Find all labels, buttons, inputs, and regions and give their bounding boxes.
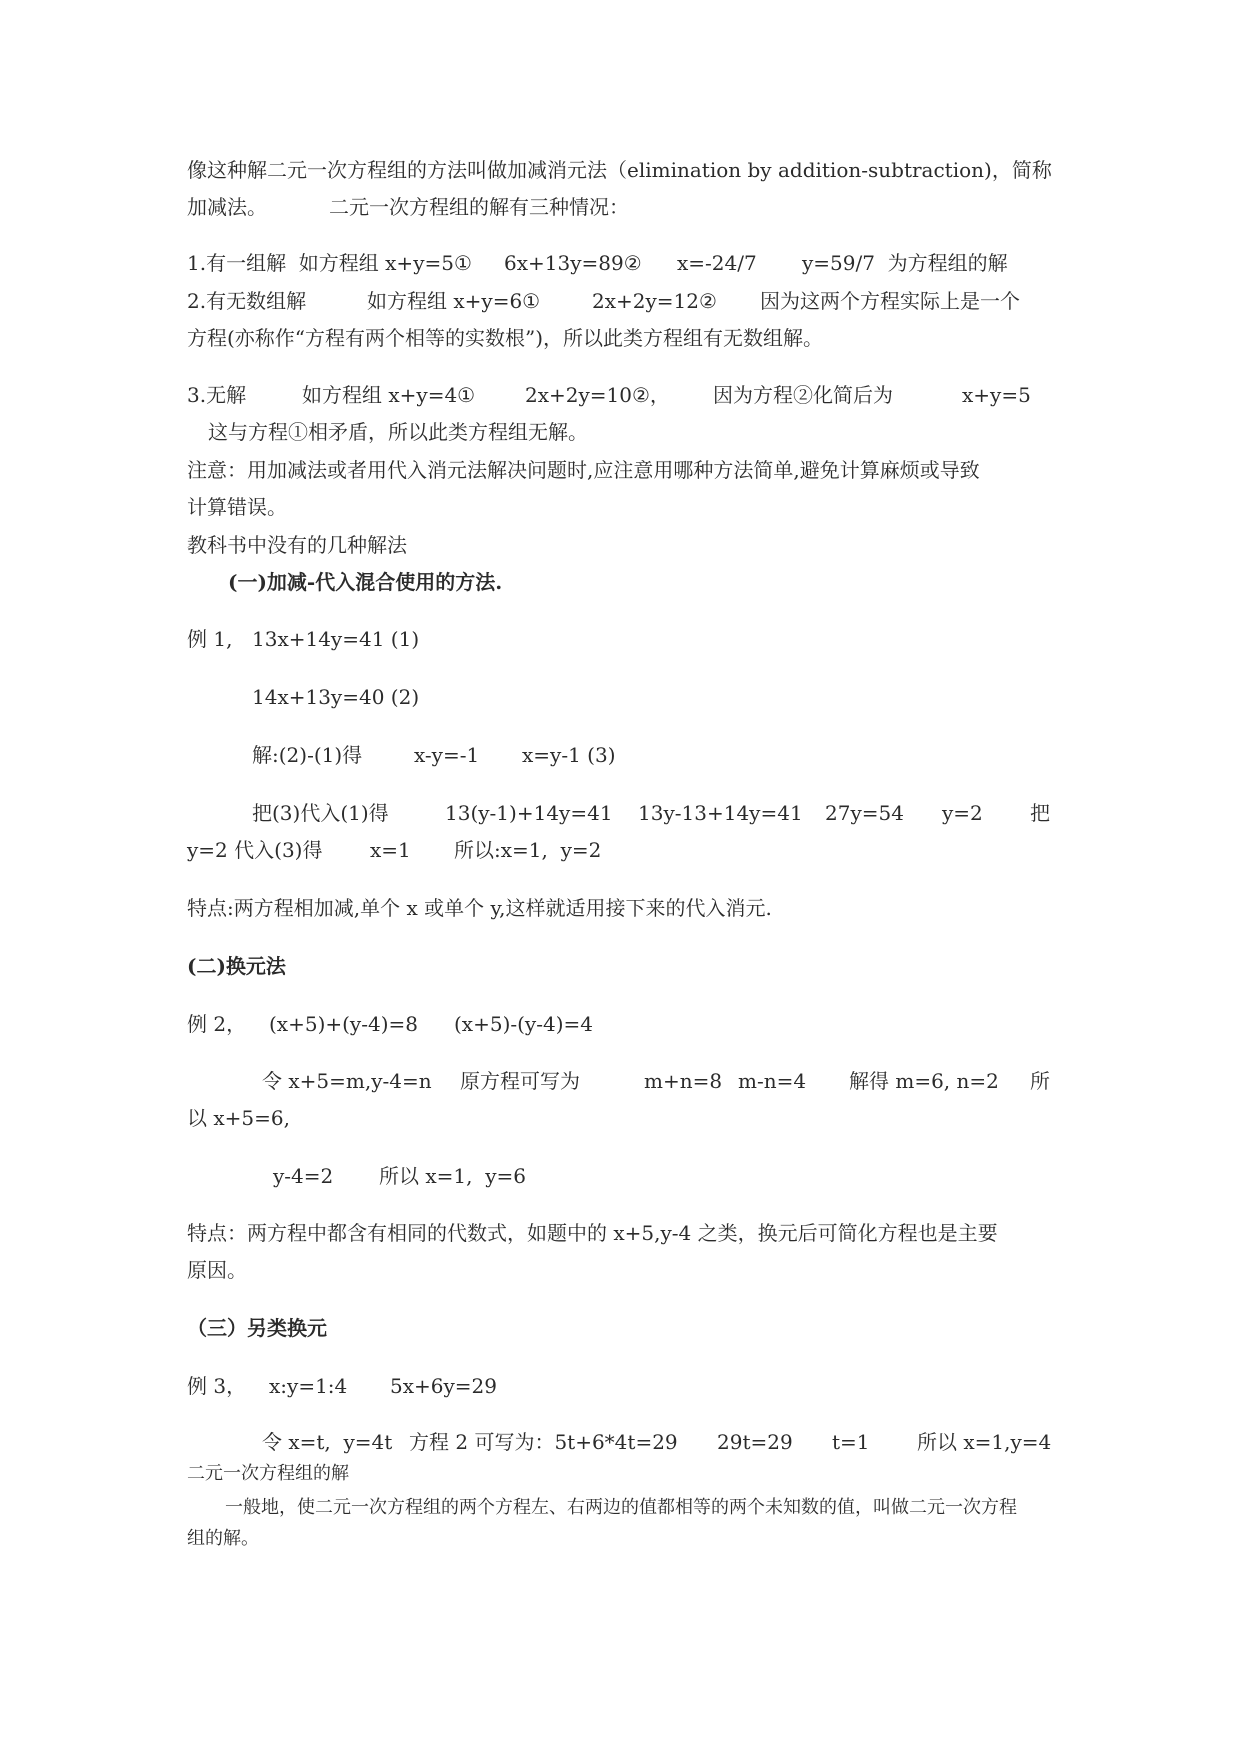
- example-2-result-line: [273, 1163, 673, 1189]
- example-3-let-d: t=1: [832, 1430, 870, 1454]
- case-2-eq1: 如方程组 x+y=6①: [367, 289, 541, 313]
- case-3-reason: 因为方程②化简后为: [713, 383, 893, 407]
- example-2-let-a: 令 x+5=m,y-4=n: [262, 1069, 432, 1093]
- example-2-cont-line: [187, 1105, 290, 1131]
- case-2-line: [187, 288, 1067, 314]
- example-1-sub-b: 13(y-1)+14y=41: [445, 801, 613, 825]
- case-1-label: 1.有一组解 如方程组 x+y=5①: [187, 251, 472, 275]
- example-1-sol-b: x-y=-1: [414, 743, 480, 767]
- case-1-line: [187, 250, 1067, 276]
- example-1-sub-c: 13y-13+14y=41: [638, 801, 803, 825]
- case-3-eq2: 2x+2y=10②，: [525, 383, 670, 407]
- example-1-sub-a: 把(3)代入(1)得: [252, 801, 389, 825]
- example-1-eq2: 14x+13y=40 (2): [252, 685, 420, 709]
- intro-line-1: [187, 157, 1052, 183]
- definition-line-2: [187, 1527, 259, 1551]
- definition-text-1: 一般地，使二元一次方程组的两个方程左、右两边的值都相等的两个未知数的值，叫做二元一次方程: [225, 1497, 1017, 1518]
- example-2-let-b: 原方程可写为: [460, 1069, 580, 1093]
- example-2-eq2: (x+5)-(y-4)=4: [454, 1012, 593, 1036]
- example-3-let-a: 令 x=t, y=4t: [262, 1430, 393, 1454]
- intro-text-2a: 加减法。: [187, 195, 267, 219]
- case-3-line-2: [208, 419, 588, 445]
- case-3-line: [187, 382, 1067, 408]
- definition-text-2: 组的解。: [187, 1528, 259, 1549]
- example-1-res-a: y=2 代入(3)得: [187, 838, 323, 862]
- example-2-cont: 以 x+5=6,: [187, 1106, 290, 1130]
- example-1-res-c: 所以:x=1, y=2: [454, 838, 602, 862]
- definition-title: [187, 1462, 349, 1486]
- example-1-sol-c: x=y-1 (3): [522, 743, 616, 767]
- example-2-let-f: 所: [1030, 1069, 1050, 1093]
- example-1-line: [187, 626, 587, 652]
- method-3-heading: [187, 1315, 327, 1341]
- case-1-x: x=-24/7: [677, 251, 757, 275]
- textbook-heading-text: 教科书中没有的几种解法: [187, 533, 407, 557]
- method-1-heading-text: (一)加减-代入混合使用的方法.: [228, 570, 503, 594]
- example-2-label: 例 2，: [187, 1012, 247, 1036]
- example-2-let-e: 解得 m=6, n=2: [849, 1069, 999, 1093]
- method-1-heading: [228, 569, 502, 595]
- case-3-label: 3.无解: [187, 383, 247, 407]
- example-1-sub-e: y=2: [942, 801, 983, 825]
- method-3-heading-text: （三）另类换元: [187, 1316, 327, 1340]
- example-1-sub-f: 把: [1030, 801, 1050, 825]
- case-3-text: 这与方程①相矛盾，所以此类方程组无解。: [208, 420, 588, 444]
- note-text-1: 注意：用加减法或者用代入消元法解决问题时,应注意用哪种方法简单,避免计算麻烦或导致: [187, 458, 980, 482]
- case-2-reason: 因为这两个方程实际上是一个: [760, 289, 1020, 313]
- case-3-simplified: x+y=5: [962, 383, 1031, 407]
- example-3-eq2: 5x+6y=29: [390, 1374, 497, 1398]
- example-3-let-line: [262, 1429, 1052, 1455]
- example-2-res-a: y-4=2: [273, 1164, 334, 1188]
- example-3-let-c: 29t=29: [717, 1430, 793, 1454]
- case-2-line-2: [187, 325, 823, 351]
- note-line-1: [187, 457, 980, 483]
- example-2-let-c: m+n=8: [644, 1069, 723, 1093]
- method-2-feature-text-1: 特点：两方程中都含有相同的代数式，如题中的 x+5,y-4 之类，换元后可简化方程也是主要: [187, 1221, 998, 1245]
- method-2-heading: [187, 953, 286, 979]
- example-1-eq2-line: [252, 684, 419, 710]
- case-1-y: y=59/7 为方程组的解: [802, 251, 1008, 275]
- intro-text-2b: 二元一次方程组的解有三种情况：: [329, 195, 629, 219]
- textbook-heading: [187, 532, 407, 558]
- example-3-let-e: 所以 x=1,y=4: [917, 1430, 1052, 1454]
- example-2-let-line: [262, 1068, 1052, 1094]
- method-2-heading-text: (二)换元法: [187, 954, 286, 978]
- example-1-solution-line: [252, 742, 752, 768]
- example-3-line: [187, 1373, 587, 1399]
- example-1-sub-d: 27y=54: [825, 801, 904, 825]
- note-text-2: 计算错误。: [187, 495, 287, 519]
- example-1-result-line: [187, 837, 687, 863]
- case-3-eq1: 如方程组 x+y=4①: [302, 383, 476, 407]
- example-1-eq1: 13x+14y=41 (1): [252, 627, 420, 651]
- intro-text-1: 像这种解二元一次方程组的方法叫做加减消元法（elimination by addition-subtraction)，简称: [187, 158, 1052, 182]
- example-2-line: [187, 1011, 787, 1037]
- example-1-sol-a: 解:(2)-(1)得: [252, 743, 363, 767]
- method-2-feature-text-2: 原因。: [187, 1258, 247, 1282]
- example-3-eq1: x:y=1:4: [269, 1374, 348, 1398]
- case-2-label: 2.有无数组解: [187, 289, 307, 313]
- example-3-label: 例 3，: [187, 1374, 247, 1398]
- example-2-let-d: m-n=4: [738, 1069, 807, 1093]
- definition-title-text: 二元一次方程组的解: [187, 1463, 349, 1484]
- method-1-feature-text: 特点:两方程相加减,单个 x 或单个 y,这样就适用接下来的代入消元.: [187, 896, 772, 920]
- example-1-label: 例 1,: [187, 627, 233, 651]
- example-1-substitute-line: [252, 800, 1052, 826]
- example-2-eq1: (x+5)+(y-4)=8: [269, 1012, 418, 1036]
- method-1-feature: [187, 895, 772, 921]
- example-1-res-b: x=1: [370, 838, 411, 862]
- example-3-let-b: 方程 2 可写为：5t+6*4t=29: [409, 1430, 678, 1454]
- method-2-feature-line-2: [187, 1257, 247, 1283]
- method-2-feature-line-1: [187, 1220, 998, 1246]
- note-line-2: [187, 494, 287, 520]
- example-2-res-b: 所以 x=1, y=6: [379, 1164, 526, 1188]
- case-2-eq2: 2x+2y=12②: [592, 289, 717, 313]
- case-1-eq2: 6x+13y=89②: [504, 251, 642, 275]
- case-2-text: 方程(亦称作“方程有两个相等的实数根”)，所以此类方程组有无数组解。: [187, 326, 824, 350]
- definition-line-1: [225, 1496, 1017, 1520]
